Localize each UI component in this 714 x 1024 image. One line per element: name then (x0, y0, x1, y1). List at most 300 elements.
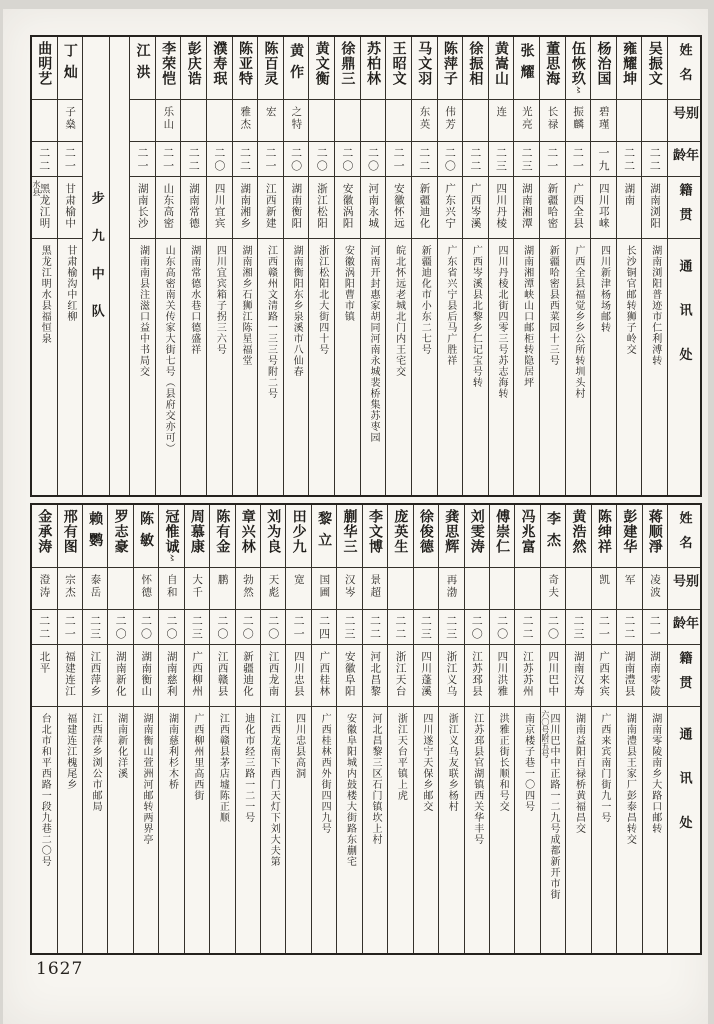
entry-name-note: 〻 (167, 554, 177, 562)
entry-alias-text: 宏 (264, 106, 277, 119)
entry-name-text: 陈亚特 (236, 41, 253, 86)
entry-alias-text: 自和 (165, 574, 178, 599)
group-cell (83, 37, 109, 495)
entry-address-text: 湖南衡山萱洲河邮转两界亭 (141, 713, 153, 845)
entry-name (489, 37, 514, 100)
entry-origin-text: 江苏邳县 (470, 651, 483, 697)
entry-address-text: 湖南零陵南乡大路口邮转 (649, 713, 661, 834)
entry-age (83, 610, 107, 645)
entry-column (133, 505, 158, 953)
entry-address (130, 239, 155, 495)
entry-address (361, 239, 386, 495)
entry-address (566, 239, 591, 495)
entry-name (58, 37, 83, 100)
entry-origin-text: 四川邛崃 (597, 183, 610, 229)
entry-origin-text: 福建连江 (63, 651, 76, 697)
entry-name-text: 马文羽 (416, 41, 433, 86)
entry-address-text: 江西龙南下西门天灯下刘大夫第 (268, 713, 280, 867)
entry-address (592, 707, 616, 953)
entry-column (565, 37, 591, 495)
entry-address (134, 707, 158, 953)
entry-address-text: 广西岑溪县北黎乡仁记宝号转 (470, 245, 482, 388)
entry-name-text: 雍耀坤 (621, 41, 638, 86)
entry-origin (236, 645, 260, 707)
entry-address-text: 浙江天台平镇上虎 (395, 713, 407, 801)
entry-column (107, 505, 132, 953)
entry-age (361, 142, 386, 177)
entry-column (360, 37, 386, 495)
entry-column (285, 505, 310, 953)
entry-address-text: 四川巴中中正路一二九号成都新开市街 (548, 713, 560, 900)
entry-name-text: 张耀 (518, 43, 535, 87)
entry-name-text: 冠惟诚〻 (163, 509, 180, 562)
entry-alias (617, 568, 641, 610)
entry-address-text: 河南开封惠家胡同河南永城裴桥集苏枣园 (367, 245, 379, 443)
entry-column (311, 505, 336, 953)
entry-alias (32, 100, 57, 142)
entry-age-text: 二一 (161, 147, 175, 173)
entry-alias (159, 568, 183, 610)
entry-age (642, 142, 667, 177)
entry-address (159, 707, 183, 953)
entry-address-text: 湖南新化洋溪 (115, 713, 127, 779)
entry-name-text: 蒋顺淨 (646, 509, 663, 554)
entry-column (232, 37, 258, 495)
entry-column (565, 505, 590, 953)
entry-age-text: 二三 (343, 615, 357, 641)
entry-origin (130, 177, 155, 239)
entry-origin-text: 广西全县 (572, 183, 585, 229)
entry-address-text: 福建连江槐尾乡 (64, 713, 76, 790)
entry-name-text: 徐振相 (467, 41, 484, 86)
entry-age-text: 二二 (37, 615, 51, 641)
entry-origin-text: 湖南湘潭 (520, 183, 533, 229)
entry-name-text: 邢有图 (61, 509, 78, 554)
entry-name (286, 505, 310, 568)
entry-origin-text: 浙江义乌 (445, 651, 458, 697)
entry-address-text: 广西来宾南门街九一号 (598, 713, 610, 823)
entry-age (465, 610, 489, 645)
entry-address-text: 新疆迪化市小东二七号 (419, 245, 431, 355)
entry-address-text: 四川宜宾箱子拐三六号 (214, 245, 226, 355)
entry-alias-text: 东英 (418, 106, 431, 131)
entry-origin-text: 湖南慈利 (165, 651, 178, 697)
entry-alias (386, 100, 411, 142)
scanned-page (3, 9, 708, 1024)
entry-alias-text: 宗杰 (63, 574, 76, 599)
entry-address (617, 707, 641, 953)
entry-alias (515, 568, 539, 610)
entry-address-text: 四川忠县高洞 (293, 713, 305, 779)
entry-age (386, 142, 411, 177)
entry-column (488, 37, 514, 495)
entry-address (463, 239, 488, 495)
entry-name (566, 37, 591, 100)
entry-address-text: 湖南益阳百禄桥黄福昌交 (573, 713, 585, 834)
entry-name (463, 37, 488, 100)
entry-column (387, 505, 412, 953)
entry-address (591, 239, 616, 495)
entry-column (206, 37, 232, 495)
entry-name (58, 505, 82, 568)
entry-alias (363, 568, 387, 610)
entry-address (284, 239, 309, 495)
entry-alias (412, 100, 437, 142)
header-address (668, 239, 700, 495)
entry-address (363, 707, 387, 953)
entry-alias (284, 100, 309, 142)
entry-age (490, 610, 514, 645)
entry-address (490, 707, 514, 953)
entry-origin-text: 江西萍乡 (89, 651, 102, 697)
entry-age (258, 142, 283, 177)
entry-origin (156, 177, 181, 239)
entry-origin-text: 四川丹棱 (495, 183, 508, 229)
header-address-text: 通讯处 (676, 727, 692, 860)
entry-origin (414, 645, 438, 707)
entry-address (258, 239, 283, 495)
entry-age (309, 142, 334, 177)
entry-age-text: 二〇 (212, 147, 226, 173)
entry-origin-text: 江西新建 (264, 183, 277, 229)
entry-origin (207, 177, 232, 239)
entry-column (642, 505, 667, 953)
entry-origin (286, 645, 310, 707)
entry-origin-text: 四川蓬溪 (420, 651, 433, 697)
entry-name-text: 杨治国 (595, 41, 612, 86)
entry-age-text: 二一 (597, 615, 611, 641)
entry-address (58, 707, 82, 953)
entry-address-text: 湖南衡阳东乡泉溪市八仙春 (291, 245, 303, 377)
header-age-text: 年龄 (670, 616, 698, 634)
entry-address (386, 239, 411, 495)
entry-age (566, 610, 590, 645)
entry-name-text: 吴振文 (646, 41, 663, 86)
entry-name-text: 李文博 (366, 509, 383, 554)
entry-address (439, 707, 463, 953)
entry-address (566, 707, 590, 953)
entry-origin-text: 河南永城 (367, 183, 380, 229)
header-origin (668, 645, 700, 707)
entry-alias-text: 光亮 (520, 106, 533, 131)
entry-alias (233, 100, 258, 142)
entry-age (284, 142, 309, 177)
entry-origin-text: 湖南湘乡 (239, 183, 252, 229)
entry-name (363, 505, 387, 568)
entry-age-text: 二二 (368, 615, 382, 641)
entry-origin (617, 645, 641, 707)
entry-address (540, 239, 565, 495)
entry-alias (643, 568, 667, 610)
entry-origin (566, 645, 590, 707)
entry-alias (207, 100, 232, 142)
entry-alias-text: 再渤 (445, 574, 458, 599)
entry-address-text: 山东高密南关传家大街七号（县府交亦可） (163, 245, 175, 454)
directory-table-bottom (30, 503, 702, 955)
entry-address-text: 黑龙江明水县福恒泉 (39, 245, 51, 344)
entry-origin-text: 黑龙江明 (38, 183, 51, 229)
entry-name-text: 彭庆诰 (185, 41, 202, 86)
header-age-text: 年龄 (670, 148, 698, 166)
entry-age (337, 610, 361, 645)
entry-age (592, 610, 616, 645)
entry-alias (591, 100, 616, 142)
entry-name (236, 505, 260, 568)
entry-age-text: 二三 (571, 615, 585, 641)
entry-age (643, 610, 667, 645)
entry-name (233, 37, 258, 100)
entry-name-text: 周慕康 (188, 509, 205, 554)
entry-alias (414, 568, 438, 610)
entry-alias (566, 568, 590, 610)
entry-name (312, 505, 336, 568)
entry-address (207, 239, 232, 495)
entry-age-text: 二一 (264, 147, 278, 173)
entry-age-text: 二二 (468, 147, 482, 173)
entry-origin-text: 湖南长沙 (136, 183, 149, 229)
entry-column (257, 37, 283, 495)
entry-name (32, 37, 57, 100)
entry-address (156, 239, 181, 495)
entry-name-text: 黄作 (288, 43, 305, 87)
entry-alias-text: 勃然 (242, 574, 255, 599)
entry-age-text: 二一 (392, 147, 406, 173)
entry-age (463, 142, 488, 177)
entry-address (32, 707, 56, 953)
entry-origin-text: 浙江松阳 (316, 183, 329, 229)
entry-alias-text: 之特 (290, 106, 303, 131)
entry-origin-text: 广西岑溪 (469, 183, 482, 229)
entry-alias (514, 100, 539, 142)
entry-alias (286, 568, 310, 610)
page-number: 1627 (36, 959, 84, 979)
entry-name (617, 505, 641, 568)
entry-alias (134, 568, 158, 610)
header-address (668, 707, 700, 953)
entry-address-text: 安徽涡阳曹市镇 (342, 245, 354, 322)
entry-name (309, 37, 334, 100)
entry-address (83, 707, 107, 953)
entry-column (591, 505, 616, 953)
entry-name (386, 37, 411, 100)
entry-name (210, 505, 234, 568)
entry-name-text: 龚思辉 (443, 509, 460, 554)
entry-age (185, 610, 209, 645)
entry-origin (465, 645, 489, 707)
entry-origin (233, 177, 258, 239)
entry-age (388, 610, 412, 645)
directory-table-top (30, 35, 702, 497)
entry-age-text: 二〇 (289, 147, 303, 173)
entry-column (489, 505, 514, 953)
entry-origin-side: 水县 (31, 180, 41, 196)
entry-address (414, 707, 438, 953)
entry-age (541, 610, 565, 645)
entry-origin (591, 177, 616, 239)
entry-name-text: 陈萍子 (441, 41, 458, 86)
entry-origin (309, 177, 334, 239)
entry-origin (185, 645, 209, 707)
entry-alias (438, 100, 463, 142)
entry-age-text: 二二 (521, 615, 535, 641)
entry-age-text: 一九 (596, 147, 610, 173)
entry-name-text: 赖鹦 (87, 511, 104, 555)
entry-address-text: 湖南湘乡石狮江陈星福堂 (239, 245, 251, 366)
entry-address (335, 239, 360, 495)
entry-origin (32, 177, 57, 239)
entry-origin (32, 645, 56, 707)
entry-address-text: 江西赣县茅店墟陈正顺 (217, 713, 229, 823)
entry-address (388, 707, 412, 953)
entry-address (181, 239, 206, 495)
entry-column (184, 505, 209, 953)
entry-address-text: 湖南浏阳普迹市仁利溥转 (649, 245, 661, 366)
entry-name (361, 37, 386, 100)
entry-origin-text: 湖南汉寿 (572, 651, 585, 697)
entry-alias (58, 100, 83, 142)
entry-origin (335, 177, 360, 239)
entry-origin (181, 177, 206, 239)
entry-address (617, 239, 642, 495)
entry-age (58, 610, 82, 645)
entry-age-text: 二〇 (443, 147, 457, 173)
entry-column (129, 37, 155, 495)
entry-age (58, 142, 83, 177)
entry-address-text: 江西赣州文清路一三三号附二号 (265, 245, 277, 399)
entry-origin-text: 新疆哈密 (546, 183, 559, 229)
entry-address-text: 湖南澧县王家厂彭泰昌转交 (624, 713, 636, 845)
entry-name (465, 505, 489, 568)
entry-address (309, 239, 334, 495)
entry-alias (261, 568, 285, 610)
entry-name-text: 陈敏 (138, 511, 155, 555)
entry-age-text: 二一 (648, 615, 662, 641)
entry-name-text: 陈绅祥 (595, 509, 612, 554)
entry-age (130, 142, 155, 177)
entry-age (181, 142, 206, 177)
header-name-text: 姓名 (676, 511, 692, 561)
entry-column (209, 505, 234, 953)
entry-name-text: 田少九 (290, 509, 307, 554)
entry-age (335, 142, 360, 177)
entry-column (32, 37, 57, 495)
entry-name (335, 37, 360, 100)
entry-name-text: 庞英生 (392, 509, 409, 554)
header-name (668, 505, 700, 568)
entry-name (490, 505, 514, 568)
entry-address-text: 广东省兴宁县后马广胜祥 (444, 245, 456, 366)
entry-alias (58, 568, 82, 610)
entry-name-text: 丁灿 (61, 43, 78, 87)
entry-origin-text: 北平 (38, 651, 51, 674)
entry-age-text: 二〇 (215, 615, 229, 641)
entry-column (616, 37, 642, 495)
header-column (667, 37, 700, 495)
entry-age-text: 二三 (520, 147, 534, 173)
entry-origin (284, 177, 309, 239)
entry-name-text: 傅崇仁 (494, 509, 511, 554)
entry-alias-text: 凯 (598, 574, 611, 587)
entry-name-text: 蒯华三 (341, 509, 358, 554)
entry-origin (58, 177, 83, 239)
entry-age (540, 142, 565, 177)
entry-age (159, 610, 183, 645)
entry-column (616, 505, 641, 953)
entry-address (185, 707, 209, 953)
entry-address-text: 迪化市经三路一二一号 (242, 713, 254, 823)
entry-address (58, 239, 83, 495)
entry-age-text: 二三 (190, 615, 204, 641)
entry-age-text: 二一 (292, 615, 306, 641)
entry-alias (210, 568, 234, 610)
entry-column (362, 505, 387, 953)
entry-age (363, 610, 387, 645)
entry-column (385, 37, 411, 495)
entry-alias-text: 景超 (369, 574, 382, 599)
entry-name-text: 徐鼎三 (339, 41, 356, 86)
entry-name (439, 505, 463, 568)
entry-origin-text: 湖南澧县 (623, 651, 636, 697)
entry-address-text: 南京楼子巷一〇四号 (522, 713, 534, 812)
entry-name (284, 37, 309, 100)
entry-age (591, 142, 616, 177)
entry-alias-text: 碧瑾 (597, 106, 610, 131)
entry-age (489, 142, 514, 177)
entry-address-text: 四川丹棱北街四零三号苏志海转 (496, 245, 508, 399)
entry-age (617, 142, 642, 177)
entry-origin-text: 湖南 (623, 183, 636, 206)
entry-address-text: 湖南常德水巷口德盛祥 (188, 245, 200, 355)
entry-alias-text: 大千 (191, 574, 204, 599)
entry-name-text: 黄嵩山 (493, 41, 510, 86)
entry-origin (643, 645, 667, 707)
entry-age-text: 二三 (494, 147, 508, 173)
entry-origin-text: 山东高密 (162, 183, 175, 229)
entry-name-text: 陈百灵 (262, 41, 279, 86)
entry-address (412, 239, 437, 495)
header-alias-text: 别号 (670, 574, 698, 592)
entry-name (108, 505, 132, 568)
entry-origin (361, 177, 386, 239)
entry-age-text: 二〇 (340, 147, 354, 173)
entry-alias-text: 鹏 (216, 574, 229, 587)
entry-name-text: 陈有金 (214, 509, 231, 554)
entry-name (591, 37, 616, 100)
entry-address-text: 皖北怀远老城北门内王宅交 (393, 245, 405, 377)
entry-name (207, 37, 232, 100)
entry-origin (592, 645, 616, 707)
entry-name-text: 金承涛 (36, 509, 53, 554)
entry-alias (617, 100, 642, 142)
entry-column (438, 505, 463, 953)
entry-age-text: 二二 (622, 147, 636, 173)
entry-origin-text: 新疆迪化 (418, 183, 431, 229)
entry-age-text: 二二 (238, 147, 252, 173)
entry-address-text: 四川遂宁天保乡邮交 (420, 713, 432, 812)
entry-column (32, 505, 56, 953)
entry-origin-text: 四川忠县 (292, 651, 305, 697)
entry-name (643, 505, 667, 568)
header-origin-text: 籍贯 (676, 651, 692, 701)
entry-column (641, 37, 667, 495)
header-alias-text: 别号 (670, 106, 698, 124)
entry-address-text: 浙江义乌友联乡杨村 (446, 713, 458, 812)
entry-name (642, 37, 667, 100)
entry-address (643, 707, 667, 953)
entry-origin (463, 177, 488, 239)
entry-name (261, 505, 285, 568)
entry-origin-text: 浙江天台 (394, 651, 407, 697)
